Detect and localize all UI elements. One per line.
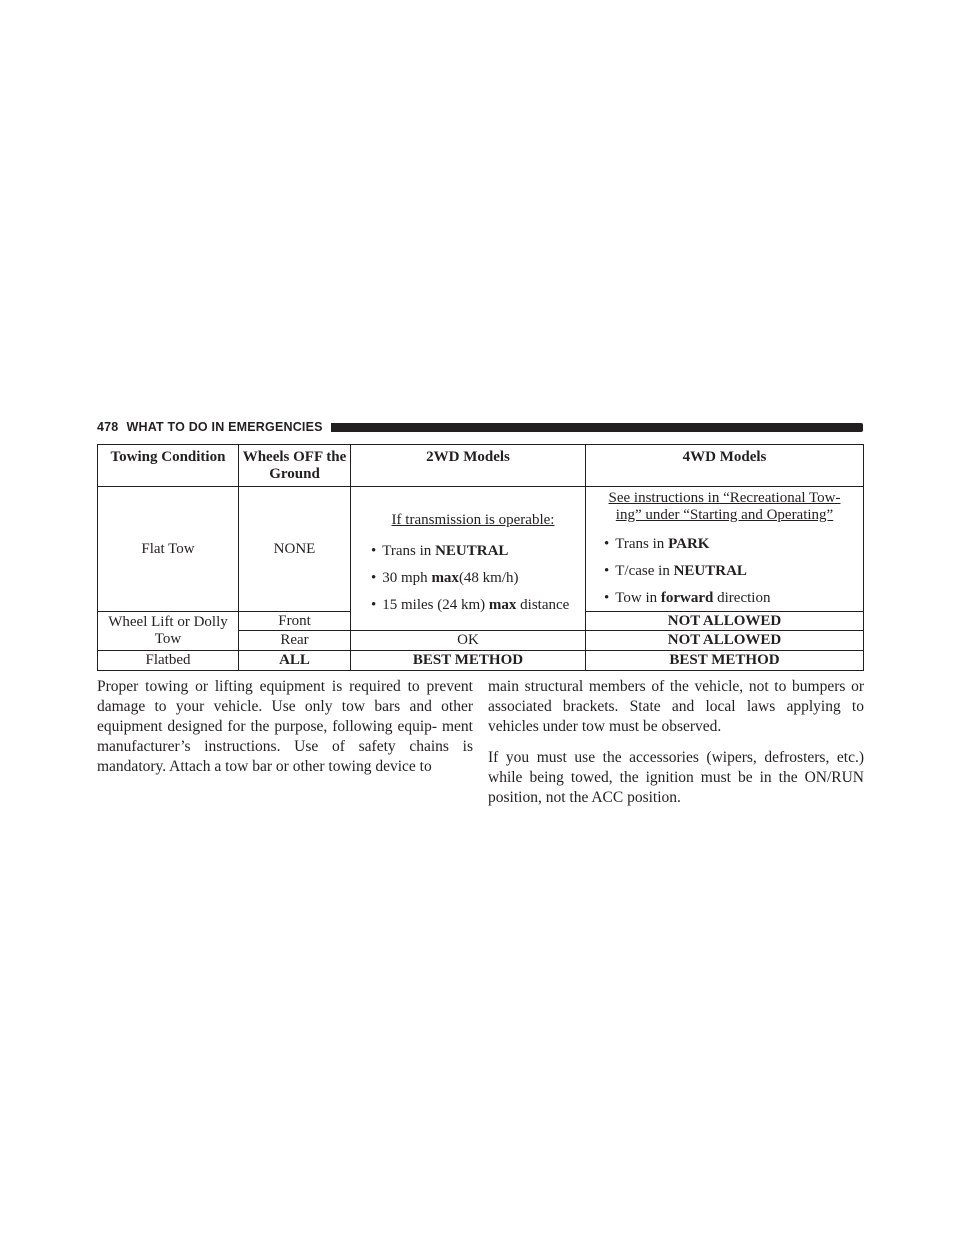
cell-wheel-lift-front-4wd: NOT ALLOWED [586,612,864,631]
section-title: WHAT TO DO IN EMERGENCIES [126,420,323,434]
header-rule [331,423,863,432]
cell-wheel-lift: Wheel Lift or Dolly Tow [98,612,239,651]
list-item: • Tow in forward direction [604,590,855,607]
bullets-2wd [361,543,585,614]
paragraph-towing-equipment: Proper towing or lifting equipment is required to prevent damage to your vehicle. Use only tow bars and other equipment designed for the purpose, following equip- ment manufacturer’s instructions. Use of safety chains is mandatory. Attach a tow bar or other towing device to [97,678,473,775]
cell-flatbed-4wd: BEST METHOD [586,651,864,671]
table-header-row [98,445,864,487]
paragraph-structural-members: main structural members of the vehicle, not to bumpers or associated brackets. State and local laws applying to vehicles under tow must be observed. [488,678,864,735]
header-2wd-models: 2WD Models [351,445,586,487]
cell-wheel-lift-rear-2wd: OK [351,631,586,651]
bullets-4wd [594,536,855,607]
list-item: • 15 miles (24 km) max distance [371,597,585,614]
header-wheels-off: Wheels OFF the Ground [239,445,351,487]
cell-flat-tow-wheels: NONE [239,487,351,612]
header-4wd-models: 4WD Models [586,445,864,487]
note-2wd-heading: If transmission is operable: [391,511,555,528]
cell-flatbed: Flatbed [98,651,239,671]
body-column-left [97,677,473,788]
cell-wheel-lift-front: Front [239,612,351,631]
list-item: • T/case in NEUTRAL [604,563,855,580]
list-item: • Trans in NEUTRAL [371,543,585,560]
list-item: • 30 mph max(48 km/h) [371,570,585,587]
table-row-flat-tow [98,487,864,612]
page-number: 478 [97,420,119,434]
table-row-flatbed [98,651,864,671]
note-4wd-heading: See instructions in “Recreational Tow- ing” under “Starting and Operating” [608,490,841,523]
cell-flat-tow-2wd [351,487,586,631]
cell-wheel-lift-rear: Rear [239,631,351,651]
towing-table [97,444,864,671]
cell-flatbed-wheels: ALL [239,651,351,671]
list-item: • Trans in PARK [604,536,855,553]
cell-flatbed-2wd: BEST METHOD [351,651,586,671]
page-header [97,418,863,436]
header-towing-condition: Towing Condition [98,445,239,487]
cell-flat-tow-4wd [586,487,864,612]
cell-flat-tow: Flat Tow [98,487,239,612]
body-column-right [488,677,864,819]
paragraph-accessories: If you must use the accessories (wipers, defrosters, etc.) while being towed, the ignition must be in the ON/RUN position, not the ACC position. [488,749,864,806]
cell-wheel-lift-rear-4wd: NOT ALLOWED [586,631,864,651]
